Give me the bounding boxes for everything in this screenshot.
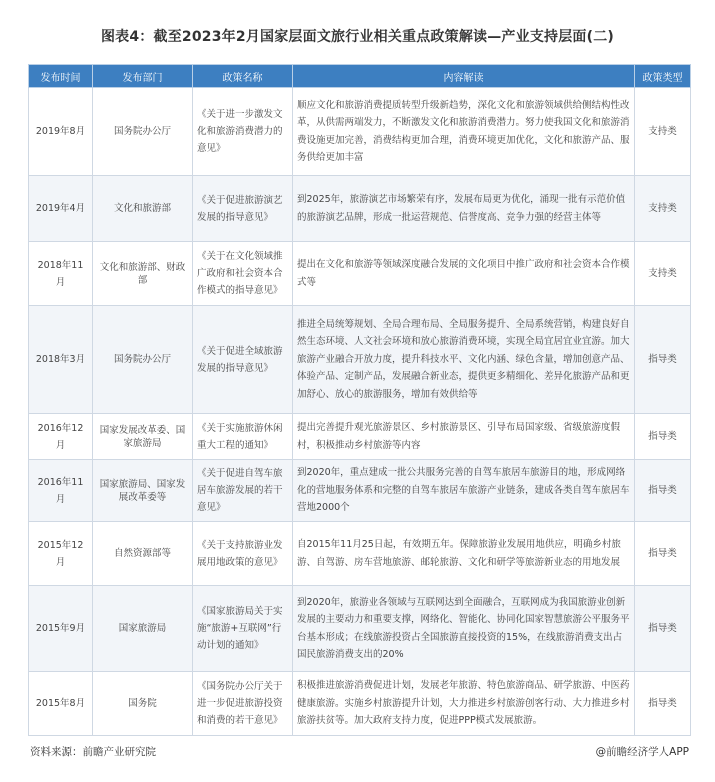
cell-policy-name: 《国家旅游局关于实施“旅游+互联网”行动计划的通知》 [193,586,293,672]
cell-date: 2019年8月 [29,88,93,176]
cell-date: 2015年12月 [29,522,93,586]
page-title: 图表4：截至2023年2月国家层面文旅行业相关重点政策解读—产业支持层面(二) [100,29,615,45]
cell-type: 指导类 [635,672,691,736]
cell-policy-name: 《关于促进全域旅游发展的指导意见》 [193,306,293,414]
cell-policy-name: 《关于实施旅游休闲重大工程的通知》 [193,414,293,460]
column-header-dept: 发布部门 [93,65,193,88]
cell-content: 积极推进旅游消费促进计划，发展老年旅游、特色旅游商品、研学旅游、中医药健康旅游。实施乡村旅游提升计划，大力推进乡村旅游创客行动、大力推进乡村旅游扶贫等。加大政府支持力度，促进PPP模式发展旅游。 [293,672,635,736]
column-header-date: 发布时间 [29,65,93,88]
policy-table [28,64,691,736]
cell-content: 提出完善提升观光旅游景区、乡村旅游景区、引导布局国家级、省级旅游度假村，积极推动乡村旅游等内容 [293,414,635,460]
cell-dept: 国务院办公厅 [93,306,193,414]
column-header-name: 政策名称 [193,65,293,88]
table-row [29,522,691,586]
cell-policy-name: 《关于促进旅游演艺发展的指导意见》 [193,176,293,242]
cell-content: 到2020年，旅游业各领域与互联网达到全面融合，互联网成为我国旅游业创新发展的主要动力和重要支撑，网络化、智能化、协同化国家智慧旅游公平服务平台基本形成；在线旅游投资占全国旅游直接投资的15%，在线旅游消费支出占国民旅游消费支出的20% [293,586,635,672]
app-credit: @前瞻经济学人APP [595,746,689,758]
table-row [29,414,691,460]
cell-type: 支持类 [635,242,691,306]
cell-type: 指导类 [635,586,691,672]
cell-content: 提出在文化和旅游等领域深度融合发展的文化项目中推广政府和社会资本合作模式等 [293,242,635,306]
cell-content: 推进全局统筹规划、全局合理布局、全局服务提升、全局系统营销，构建良好自然生态环境、人文社会环境和放心旅游消费环境，实现全局宜居宜业宜游。加大旅游产业融合开放力度，提升科技水平、文化内涵、绿色含量，增加创意产品、体验产品、定制产品，发展融合新业态，提供更多精细化、差异化旅游产品和更加舒心、放心的旅游服务，增加有效供给等 [293,306,635,414]
cell-date: 2016年11月 [29,460,93,522]
cell-content: 自2015年11月25日起，有效期五年。保障旅游业发展用地供应，明确乡村旅游、自驾游、房车营地旅游、邮轮旅游、文化和研学等旅游新业态的用地发展 [293,522,635,586]
cell-date: 2018年11月 [29,242,93,306]
cell-content: 到2020年，重点建成一批公共服务完善的自驾车旅居车旅游目的地，形成网络化的营地服务体系和完整的自驾车旅居车旅游产业链条，建成各类自驾车旅居车营地2000个 [293,460,635,522]
cell-content: 顺应文化和旅游消费提质转型升级新趋势，深化文化和旅游领域供给侧结构性改革，从供需两端发力，不断激发文化和旅游消费潜力。努力使我国文化和旅游消费设施更加完善，消费结构更加合理，消费环境更加优化，文化和旅游产品、服务供给更加丰富 [293,88,635,176]
source-note: 资料来源：前瞻产业研究院 [30,746,156,758]
cell-policy-name: 《关于促进自驾车旅居车旅游发展的若干意见》 [193,460,293,522]
cell-dept: 国家旅游局、国家发展改革委等 [93,460,193,522]
cell-type: 支持类 [635,88,691,176]
cell-content: 到2025年，旅游演艺市场繁荣有序，发展布局更为优化，涌现一批有示范价值的旅游演艺品牌，形成一批运营规范、信誉度高、竞争力强的经营主体等 [293,176,635,242]
cell-type: 指导类 [635,460,691,522]
cell-dept: 国家旅游局 [93,586,193,672]
cell-type: 指导类 [635,414,691,460]
cell-policy-name: 《关于在文化领域推广政府和社会资本合作模式的指导意见》 [193,242,293,306]
table-row [29,586,691,672]
cell-date: 2015年8月 [29,672,93,736]
cell-date: 2019年4月 [29,176,93,242]
column-header-type: 政策类型 [635,65,691,88]
table-row [29,306,691,414]
cell-type: 指导类 [635,522,691,586]
cell-date: 2016年12月 [29,414,93,460]
cell-type: 指导类 [635,306,691,414]
cell-dept: 文化和旅游部、财政部 [93,242,193,306]
cell-dept: 国务院办公厅 [93,88,193,176]
cell-policy-name: 《关于支持旅游业发展用地政策的意见》 [193,522,293,586]
cell-type: 支持类 [635,176,691,242]
table-row [29,88,691,176]
column-header-content: 内容解读 [293,65,635,88]
cell-dept: 国家发展改革委、国家旅游局 [93,414,193,460]
table-row [29,242,691,306]
cell-policy-name: 《关于进一步激发文化和旅游消费潜力的意见》 [193,88,293,176]
table-row [29,672,691,736]
table-header-row [29,65,691,88]
cell-date: 2018年3月 [29,306,93,414]
cell-dept: 自然资源部等 [93,522,193,586]
table-row [29,176,691,242]
cell-policy-name: 《国务院办公厅关于进一步促进旅游投资和消费的若干意见》 [193,672,293,736]
cell-dept: 文化和旅游部 [93,176,193,242]
cell-dept: 国务院 [93,672,193,736]
cell-date: 2015年9月 [29,586,93,672]
table-row [29,460,691,522]
